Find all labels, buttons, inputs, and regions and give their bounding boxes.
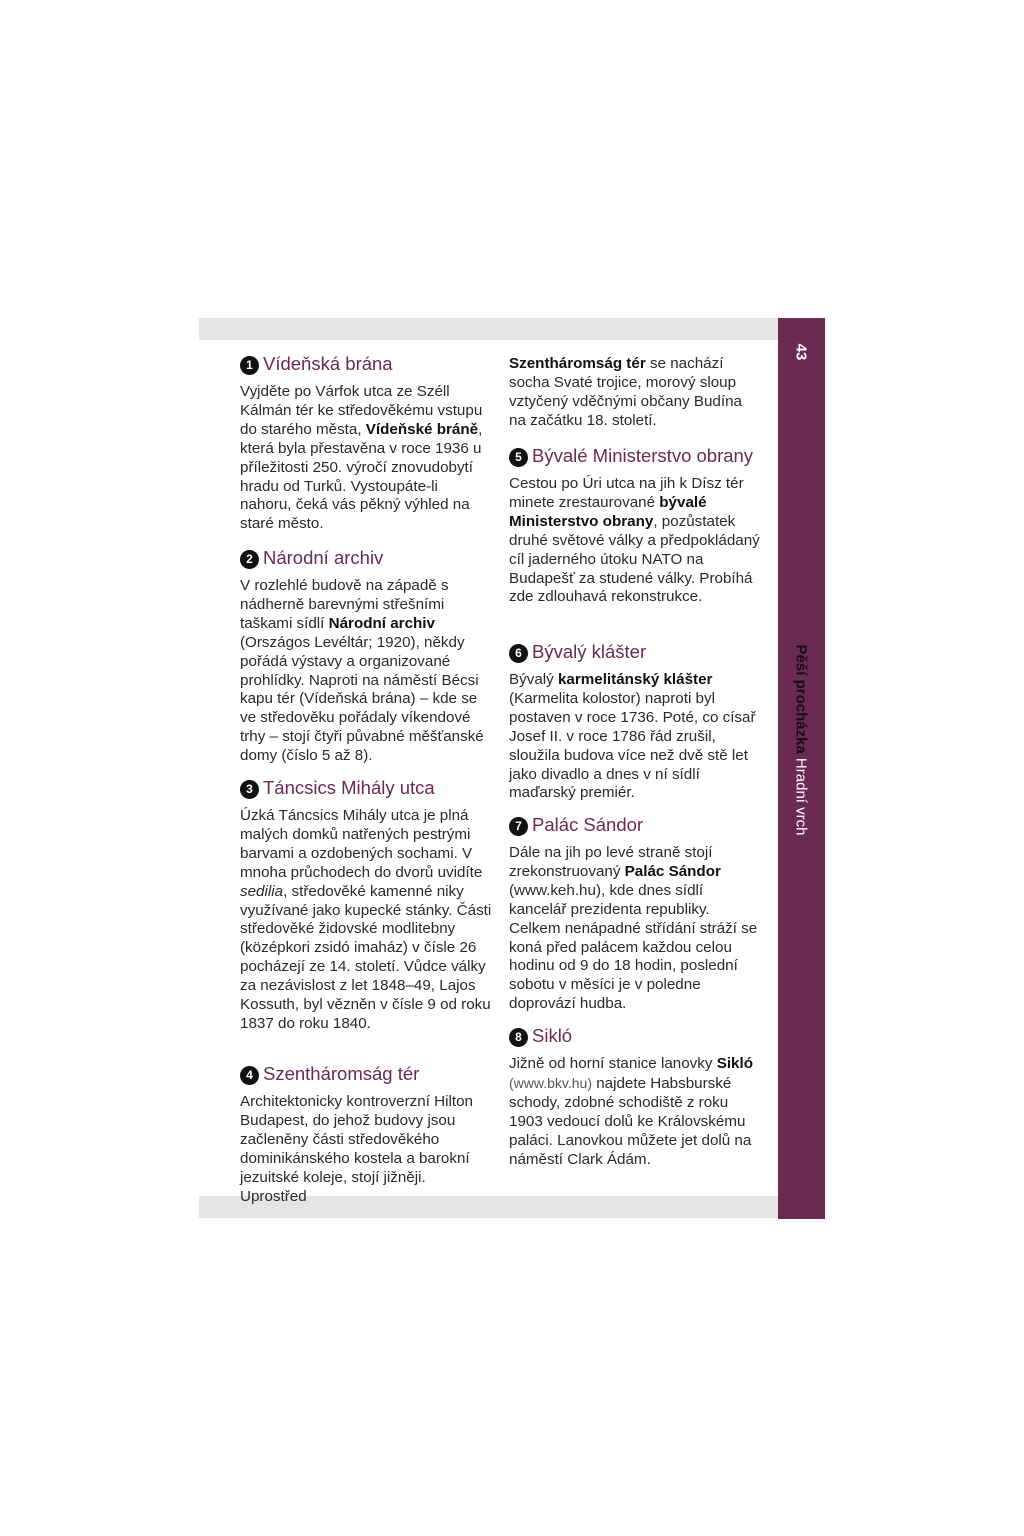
- section-title: Vídeňská brána: [263, 353, 393, 374]
- section-title: Táncsics Mihály utca: [263, 777, 435, 798]
- section-heading: [240, 546, 492, 569]
- section-title: Bývalé Ministerstvo obrany: [532, 445, 754, 466]
- section-number-badge: 3: [240, 780, 259, 799]
- text-run: Jižně od horní stanice lanovky: [509, 1055, 717, 1072]
- section-3: [240, 776, 492, 1034]
- bold-term: bývalé Ministerstvo obrany: [509, 493, 707, 530]
- bold-term: Sikló: [716, 1055, 753, 1072]
- text-run: Úzká Táncsics Mihály utca je plná malých domků natřených pestrými barvami a ozdobených sochami. V mnoha průchodech do dvorů uvidíte: [240, 807, 483, 881]
- section-title: Palác Sándor: [532, 814, 644, 835]
- section-text: [240, 1093, 492, 1205]
- section-7: [509, 813, 763, 1014]
- section-number-badge: 4: [240, 1066, 259, 1085]
- text-run: se nachází socha Svaté trojice, morový sloup vztyčený vděčnými občany Budína na začátku 18. století.: [509, 355, 742, 429]
- section-number-badge: 8: [509, 1028, 528, 1047]
- bold-term: Szentháromság tér: [509, 355, 646, 372]
- section-text: [509, 475, 763, 607]
- chapter-label-rest: Hradní vrch: [792, 757, 810, 836]
- section-text: [509, 355, 763, 431]
- section-number-badge: 7: [509, 817, 528, 836]
- text-run: (Országos Levéltár; 1920), někdy pořádá výstavy a organizované prohlídky. Naproti na náměstí Bécsi kapu tér (Vídeňská brána) – kde se ve středověku pořádaly víkendové trhy – stojí čtyři půvabné měšťanské domy (číslo 5 až 8).: [240, 633, 484, 765]
- section-1: [240, 352, 492, 534]
- section-text: [509, 844, 763, 1014]
- section-5: [509, 444, 763, 607]
- text-run: Architektonicky kontroverzní Hilton Budapest, do jehož budovy jsou začleněny části středověkého dominikánského kostela a barokní jezuitské koleje, stojí jižněji. Uprostřed: [240, 1093, 473, 1205]
- section-heading: [240, 352, 492, 375]
- bold-term: Vídeňské bráně: [365, 420, 479, 438]
- section-title: Sikló: [532, 1025, 573, 1046]
- section-heading: [509, 813, 763, 836]
- text-run: , která byla přestavěna v roce 1936 u příležitosti 250. výročí znovudobytí hradu od Turků. Vystoupáte-li nahoru, čeká vás pěkný výhled na staré město.: [240, 420, 483, 533]
- section-heading: [240, 1062, 492, 1085]
- section-number-badge: 2: [240, 550, 259, 569]
- text-run: Cestou po Úri utca na jih k Dísz tér minete zrestaurované: [509, 475, 744, 511]
- section-heading: [240, 776, 492, 799]
- section-4-text-left: [240, 1093, 492, 1205]
- url-text: (www.bkv.hu): [509, 1074, 592, 1091]
- text-run: (Karmelita kolostor) naproti byl postaven v roce 1736. Poté, co císař Josef II. v roce 1786 řád zrušil, sloužila budova více než dvě stě let jako divadlo a dnes v ní sídlí maďarský premiér.: [509, 689, 756, 802]
- bold-term: karmelitánský klášter: [557, 671, 713, 688]
- section-4: [240, 1062, 492, 1093]
- section-4-continued: [509, 355, 763, 431]
- text-run: Dále na jih po levé straně stojí zrekonstruovaný: [509, 844, 713, 880]
- text-run: Bývalý: [509, 671, 558, 688]
- section-heading: [509, 1024, 763, 1047]
- top-band: [199, 318, 778, 340]
- section-text: [240, 383, 492, 534]
- section-text: [509, 671, 763, 803]
- section-heading: [509, 640, 763, 663]
- text-run: , pozůstatek druhé světové války a předpokládaný cíl jaderného útoku NATO na Budapešť za studené války. Probíhá zde zdlouhavá rekonstrukce.: [509, 512, 760, 606]
- section-title: Bývalý klášter: [532, 641, 647, 662]
- chapter-label-bold: Pěší procházka: [792, 644, 810, 754]
- page-number: 43: [792, 343, 810, 361]
- section-text: [509, 1055, 763, 1169]
- section-text: [240, 577, 492, 766]
- section-title: Národní archiv: [263, 547, 384, 568]
- text-run: , středověké kamenné niky využívané jako kupecké stánky. Části středověké židovské modlitebny (középkori zsidó imaház) v čísle 26 pocházejí ze 14. století. Vůdce války za nezávislost z let 1848–49, Lajos Kossuth, byl vězněn v čísle 9 od roku 1837 do roku 1840.: [240, 882, 492, 1032]
- section-2: [240, 546, 492, 766]
- section-number-badge: 1: [240, 356, 259, 375]
- bold-term: Palác Sándor: [624, 862, 721, 880]
- bold-term: Národní archiv: [328, 614, 435, 632]
- chapter-label: [793, 645, 810, 836]
- section-8: [509, 1024, 763, 1169]
- section-6: [509, 640, 763, 803]
- text-run: najdete Habsburské schody, zdobné schodiště z roku 1903 vedoucí dolů ke Královskému paláci. Lanovkou můžete jet dolů na náměstí Clark Ádám.: [509, 1074, 752, 1168]
- section-heading: [509, 444, 763, 467]
- text-run: V rozlehlé budově na západě s nádherně barevnými střešními taškami sídlí: [240, 577, 449, 632]
- italic-term: sedilia: [240, 882, 284, 900]
- section-text: [240, 807, 492, 1034]
- text-run: Vyjděte po Várfok utca ze Széll Kálmán tér ke středověkému vstupu do starého města,: [240, 383, 483, 438]
- section-number-badge: 5: [509, 448, 528, 467]
- text-run: (www.keh.hu), kde dnes sídlí kancelář prezidenta republiky. Celkem nenápadné střídání stráží se koná před palácem každou celou hodinu od 9 do 18 hodin, poslední sobotu v měsíci je v poledne doprovází hudba.: [509, 881, 758, 1013]
- section-title: Szentháromság tér: [263, 1063, 420, 1084]
- section-number-badge: 6: [509, 644, 528, 663]
